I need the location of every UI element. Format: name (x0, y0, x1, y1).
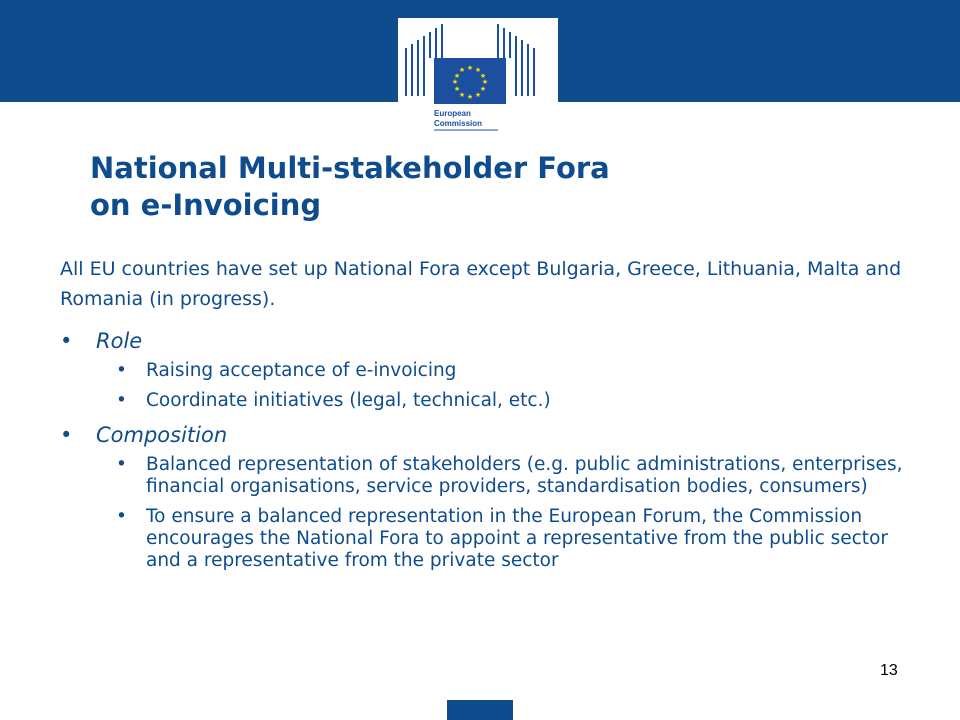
sub-bullet-list (96, 360, 910, 412)
bullet-icon: • (60, 329, 73, 353)
svg-text:★: ★ (453, 85, 461, 93)
bullet-icon: • (116, 506, 127, 527)
list-item-text: Raising acceptance of e-invoicing (146, 360, 457, 381)
svg-text:★: ★ (451, 78, 459, 86)
list-item-text: To ensure a balanced representation in the European Forum, the Commission encourages the National Fora to appoint a representative from the public sector and a representative from the private sector (146, 506, 888, 571)
svg-text:★: ★ (453, 72, 461, 80)
svg-text:★: ★ (481, 78, 489, 86)
section-composition (60, 420, 910, 572)
list-item-text: Balanced representation of stakeholders (e.g. public administrations, enterprises, financial organisations, service providers, standardisation bodies, consumers) (146, 454, 903, 497)
bullet-icon: • (60, 423, 73, 447)
svg-text:★: ★ (479, 72, 487, 80)
bullet-list (60, 326, 910, 580)
svg-text:★: ★ (458, 66, 466, 74)
page-title (90, 150, 910, 224)
logo-text-line1: European (434, 109, 471, 118)
svg-text:★: ★ (479, 85, 487, 93)
european-commission-logo (398, 18, 558, 136)
bullet-icon: • (116, 360, 127, 381)
list-item-text: Coordinate initiatives (legal, technical, etc.) (146, 390, 551, 411)
section-heading: Role (96, 329, 143, 353)
logo-graphic (398, 18, 558, 136)
page-number: 13 (880, 662, 898, 679)
list-item (96, 454, 910, 498)
svg-text:★: ★ (474, 91, 482, 99)
title-line-2: on e-Invoicing (90, 188, 322, 222)
list-item (96, 360, 910, 382)
footer-tab (447, 700, 513, 720)
list-item (96, 390, 910, 412)
title-line-1: National Multi-stakeholder Fora (90, 151, 610, 185)
list-item (96, 506, 910, 572)
svg-text:★: ★ (474, 66, 482, 74)
bullet-icon: • (116, 454, 127, 475)
logo-text-line2: Commission (434, 119, 483, 128)
svg-text:★: ★ (458, 91, 466, 99)
svg-text:★: ★ (466, 64, 474, 72)
svg-text:★: ★ (466, 93, 474, 101)
sub-bullet-list (96, 454, 910, 572)
section-heading: Composition (96, 423, 228, 447)
section-role (60, 326, 910, 412)
bullet-icon: • (116, 390, 127, 411)
intro-paragraph: All EU countries have set up National Fora except Bulgaria, Greece, Lithuania, Malta and Romania (in progress). (60, 258, 902, 310)
